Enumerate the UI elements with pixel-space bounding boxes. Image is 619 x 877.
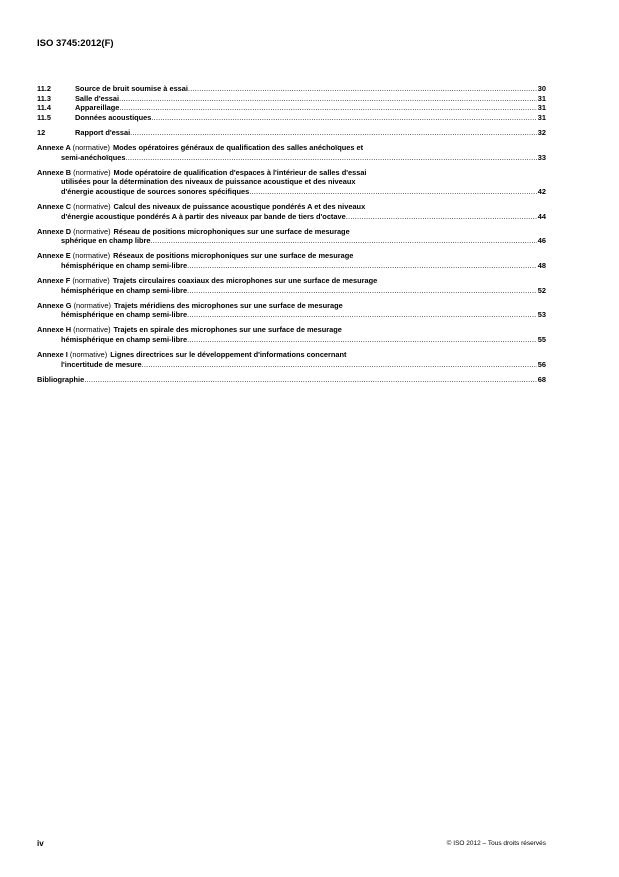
annex-title-line: Trajets en spirale des microphones sur une surface de mesurage bbox=[113, 325, 342, 335]
toc-entry-number: 11.2 bbox=[37, 84, 51, 93]
annex-title-line: Réseaux de positions microphoniques sur une surface de mesurage bbox=[113, 251, 354, 261]
toc-entry-page: 33 bbox=[537, 152, 546, 162]
toc-entry-annex-a[interactable] bbox=[37, 143, 546, 162]
toc-entry-page: 52 bbox=[537, 285, 546, 295]
toc-entry-page: 31 bbox=[537, 93, 546, 103]
document-header: ISO 3745:2012(F) bbox=[37, 38, 114, 49]
annex-title-line: Trajets méridiens des microphones sur une surface de mesurage bbox=[113, 300, 343, 310]
annex-letter: Annexe H bbox=[37, 325, 72, 335]
annex-letter: Annexe F bbox=[37, 276, 71, 285]
annex-letter: Annexe D bbox=[37, 226, 72, 236]
leader-dots bbox=[187, 286, 537, 296]
annex-label bbox=[37, 143, 110, 153]
toc-entry-title: Appareillage bbox=[75, 103, 120, 113]
annex-label bbox=[37, 325, 111, 335]
toc-entry-annex-d[interactable] bbox=[37, 227, 546, 246]
footer-page-number: iv bbox=[37, 839, 44, 848]
toc-entry-title: Source de bruit soumise à essai bbox=[75, 84, 188, 93]
annex-title-line: hémisphérique en champ semi-libre bbox=[61, 260, 188, 270]
annex-letter: Annexe I bbox=[37, 350, 68, 360]
annex-normative: (normative) bbox=[73, 167, 111, 177]
annex-title-line: hémisphérique en champ semi-libre bbox=[61, 310, 188, 320]
toc-entry-annex-g[interactable] bbox=[37, 301, 546, 320]
toc-entry-11-4[interactable] bbox=[37, 103, 546, 113]
annex-normative: (normative) bbox=[72, 276, 110, 285]
toc-entry-11-3[interactable] bbox=[37, 94, 546, 104]
annex-title-line: semi-anéchoïques bbox=[61, 152, 126, 162]
toc-entry-number: 11.3 bbox=[37, 93, 51, 103]
toc-entry-title: Salle d'essai bbox=[75, 93, 120, 103]
toc-entry-annex-h[interactable] bbox=[37, 325, 546, 344]
toc-entry-annex-e[interactable] bbox=[37, 251, 546, 270]
annex-title-line: d'énergie acoustique de sources sonores spécifiques bbox=[61, 186, 250, 196]
toc-entry-number: 11.4 bbox=[37, 103, 51, 113]
toc-entry-page: 48 bbox=[537, 260, 546, 270]
leader-dots bbox=[151, 236, 537, 246]
toc-entry-title: Rapport d'essai bbox=[75, 127, 131, 137]
annex-normative: (normative) bbox=[73, 300, 111, 310]
annex-title-line: hémisphérique en champ semi-libre bbox=[61, 334, 188, 344]
toc-entry-bibliography[interactable] bbox=[37, 375, 546, 385]
annex-label bbox=[37, 251, 110, 261]
annex-title-line: d'énergie acoustique pondérés A à partir des niveaux par bande de tiers d'octave bbox=[61, 211, 346, 221]
toc-entry-11-2[interactable] bbox=[37, 84, 546, 94]
toc-entry-title: Données acoustiques bbox=[75, 112, 152, 122]
leader-dots bbox=[187, 310, 537, 320]
toc-entry-annex-i[interactable] bbox=[37, 350, 546, 369]
leader-dots bbox=[130, 128, 537, 138]
leader-dots bbox=[249, 187, 537, 197]
annex-label bbox=[37, 276, 110, 286]
leader-dots bbox=[187, 261, 537, 271]
toc-entry-page: 42 bbox=[537, 186, 546, 196]
annex-label bbox=[37, 168, 111, 178]
annex-label bbox=[37, 350, 107, 360]
toc-entry-page: 31 bbox=[537, 112, 546, 122]
table-of-contents bbox=[37, 84, 546, 384]
toc-entry-number: 11.5 bbox=[37, 112, 51, 122]
annex-normative: (normative) bbox=[73, 201, 111, 211]
annex-letter: Annexe G bbox=[37, 300, 72, 310]
annex-letter: Annexe E bbox=[37, 251, 71, 261]
annex-normative: (normative) bbox=[72, 251, 111, 261]
annex-normative: (normative) bbox=[73, 325, 111, 335]
leader-dots bbox=[346, 212, 537, 222]
toc-entry-title: Bibliographie bbox=[37, 374, 85, 384]
toc-entry-annex-c[interactable] bbox=[37, 202, 546, 221]
toc-entry-page: 46 bbox=[537, 236, 546, 246]
toc-entry-page: 55 bbox=[537, 334, 546, 344]
annex-normative: (normative) bbox=[72, 142, 110, 152]
toc-entry-page: 32 bbox=[537, 127, 546, 137]
leader-dots bbox=[151, 113, 536, 123]
annex-label bbox=[37, 301, 111, 311]
toc-entry-number: 12 bbox=[37, 127, 46, 137]
annex-label bbox=[37, 202, 111, 212]
toc-entry-annex-f[interactable] bbox=[37, 276, 546, 295]
toc-entry-annex-b[interactable] bbox=[37, 168, 546, 197]
annex-title-line: Lignes directrices sur le développement d'informations concernant bbox=[110, 350, 347, 360]
annex-title-line: l'incertitude de mesure bbox=[61, 359, 142, 369]
toc-entry-page: 30 bbox=[537, 84, 546, 93]
annex-title-line: hémisphérique en champ semi-libre bbox=[61, 285, 188, 295]
annex-normative: (normative) bbox=[73, 226, 111, 236]
leader-dots bbox=[187, 335, 537, 345]
annex-title-line: Calcul des niveaux de puissance acoustique pondérés A et des niveaux bbox=[113, 201, 366, 211]
toc-entry-11-5[interactable] bbox=[37, 113, 546, 123]
annex-label bbox=[37, 227, 111, 237]
leader-dots bbox=[119, 94, 537, 104]
annex-title-line: Réseau de positions microphoniques sur une surface de mesurage bbox=[113, 226, 350, 236]
annex-title-line: utilisées pour la détermination des niveaux de puissance acoustique et des niveaux bbox=[61, 177, 356, 187]
annex-title-line: sphérique en champ libre bbox=[61, 236, 151, 246]
toc-entry-12[interactable] bbox=[37, 128, 546, 138]
toc-entry-page: 31 bbox=[537, 103, 546, 113]
toc-entry-page: 44 bbox=[537, 211, 546, 221]
annex-letter: Annexe B bbox=[37, 167, 72, 177]
annex-title-line: Mode opératoire de qualification d'espaces à l'intérieur de salles d'essai bbox=[113, 167, 367, 177]
toc-entry-page: 53 bbox=[537, 310, 546, 320]
toc-entry-page: 56 bbox=[537, 359, 546, 369]
annex-letter: Annexe A bbox=[37, 142, 71, 152]
leader-dots bbox=[142, 360, 537, 370]
annex-normative: (normative) bbox=[69, 350, 108, 360]
leader-dots bbox=[125, 153, 536, 163]
annex-title-line: Trajets circulaires coaxiaux des microphones sur une surface de mesurage bbox=[112, 276, 378, 285]
leader-dots bbox=[188, 84, 537, 94]
footer-copyright: © ISO 2012 – Tous droits réservés bbox=[446, 840, 546, 847]
leader-dots bbox=[84, 375, 537, 385]
annex-letter: Annexe C bbox=[37, 201, 72, 211]
annex-title-line: Modes opératoires généraux de qualification des salles anéchoïques et bbox=[112, 142, 364, 152]
leader-dots bbox=[119, 103, 536, 113]
toc-entry-page: 68 bbox=[537, 374, 546, 384]
